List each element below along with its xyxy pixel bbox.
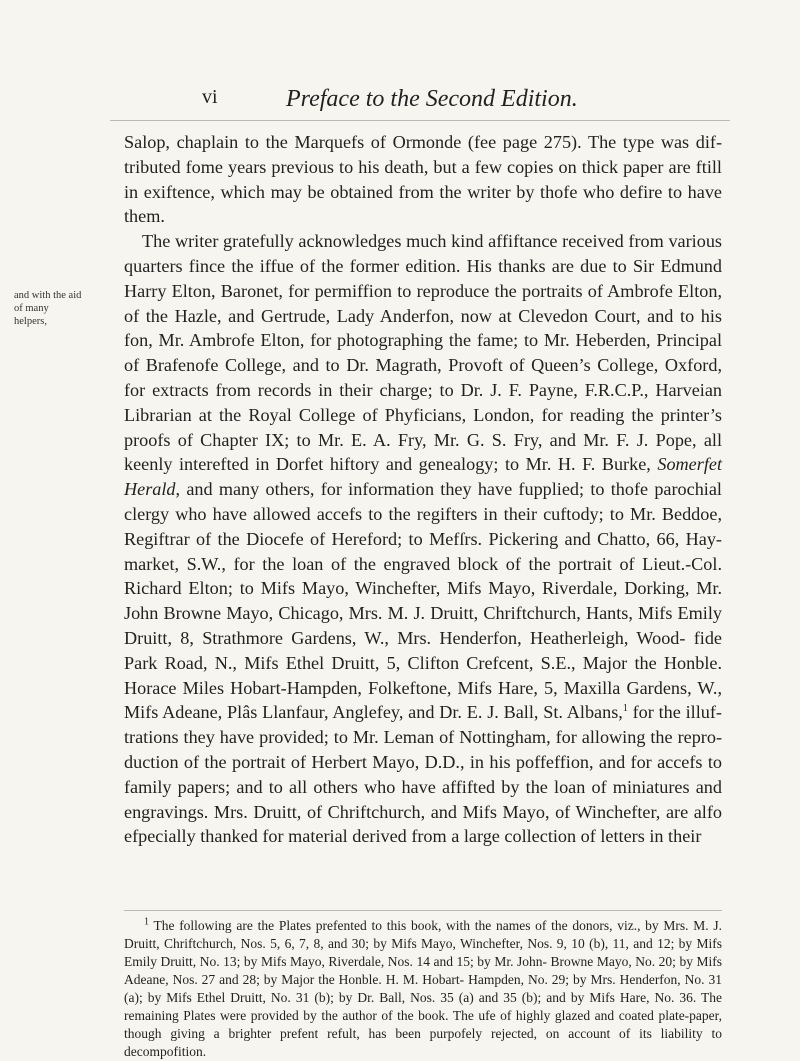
header-divider xyxy=(110,120,730,121)
footnote-text: The following are the Plates prefented to this book, with the names of the donors, viz., by Mrs. M. J. Druitt, Chriftchurch, Nos. 5, 6, 7, 8, and 30; by Mifs Mayo, Winchefter, Nos. 9, 10 (b), 11, and 12; by Mifs Emily Druitt, No. 13; by Mifs Mayo, Riverdale, Nos. 14 and 15; by Mr. John- Browne Mayo, No. 20; by Mifs Adeane, Nos. 27 and 28; by Major the Honble. H. M. Hobart- Hampden, No. 29; by Mrs. Henderfon, No. 31 (a); by Mifs Ethel Druitt, No. 31 (b); by Dr. Ball, Nos. 35 (a) and 35 (b); and by Mifs Hare, No. 36. The remaining Plates were provided by the author of the book. The ufe of highly glazed and coated plate-paper, though giving a brighter prefent refult, has been purpofely rejected, on account of its liability to decompofition. xyxy=(124,918,722,1059)
marginal-note: and with the aid of many helpers, xyxy=(14,290,82,327)
page-header xyxy=(0,86,800,116)
footnote xyxy=(124,917,722,1061)
body-text xyxy=(124,130,722,849)
footnote-marker: 1 xyxy=(144,916,149,928)
running-title: Preface to the Second Edition. xyxy=(286,86,578,112)
paragraph-text-c: for the illuf- trations they have provided; to Mr. Leman of Nottingham, for allowing the repro- duction of the portrait of Herbert Mayo, D.D., in his poffeffion, and for accefs to family papers; and to all others who have affifted by the loan of miniatures and engravings. Mrs. Druitt, of Chriftchurch, and Mifs Mayo, of Winchefter, are alfo efpecially thanked for material derived from a large collection of letters in their xyxy=(124,702,722,847)
footnote-reference[interactable]: 1 xyxy=(622,703,628,715)
italic-title: Somerfet Herald xyxy=(124,454,722,500)
paragraph-acknowledgements xyxy=(124,229,722,849)
footnote-paragraph xyxy=(124,917,722,1061)
paragraph-text-a: The writer gratefully acknowledges much kind affiftance received from various quarters fince the iffue of the former edition. His thanks are due to Sir Edmund Harry Elton, Baronet, for permiffion to reproduce the portraits of Ambrofe Elton, of the Hazle, and Gertrude, Lady Anderfon, now at Clevedon Court, and to his fon, Mr. Ambrofe Elton, for photographing the fame; to Mr. Heberden, Principal of Brafenofe College, and to Dr. Magrath, Provoft of Queen’s College, Oxford, for extracts from records in their charge; to Dr. J. F. Payne, F.R.C.P., Harveian Librarian at the Royal College of Phyficians, London, for reading the printer’s proofs of Chapter IX; to Mr. E. A. Fry, Mr. G. S. Fry, and Mr. F. J. Pope, all keenly interefted in Dorfet hiftory and genealogy; to Mr. H. F. Burke, xyxy=(124,231,722,475)
paragraph-continued: Salop, chaplain to the Marquefs of Ormonde (fee page 275). The type was dif- tributed fome years previous to his death, but a few copies on thick paper are ftill in exiftence, which may be obtained from the writer by thofe who defire to have them. xyxy=(124,132,722,227)
footnote-divider xyxy=(124,910,722,911)
page-number: vi xyxy=(202,86,218,108)
paragraph-text-b: , and many others, for information they have fupplied; to thofe parochial clergy who have allowed accefs to the regifters in their cuftody; to Mr. Beddoe, Regiftrar of the Diocefe of Hereford; to Mefſrs. Pickering and Chatto, 66, Hay- market, S.W., for the loan of the engraved block of the portrait of Lieut.-Col. Richard Elton; to Mifs Mayo, Winchefter, Mifs Mayo, Riverdale, Dorking, Mr. John Browne Mayo, Chicago, Mrs. M. J. Druitt, Chriftchurch, Hants, Mifs Emily Druitt, 8, Strathmore Gardens, W., Mrs. Henderfon, Heatherleigh, Wood- fide Park Road, N., Mifs Ethel Druitt, 5, Clifton Crefcent, S.E., Major the Honble. Horace Miles Hobart-Hampden, Folkeftone, Mifs Hare, 5, Maxilla Gardens, W., Mifs Adeane, Plâs Llanfaur, Anglefey, and Dr. E. J. Ball, St. Albans, xyxy=(124,479,722,723)
